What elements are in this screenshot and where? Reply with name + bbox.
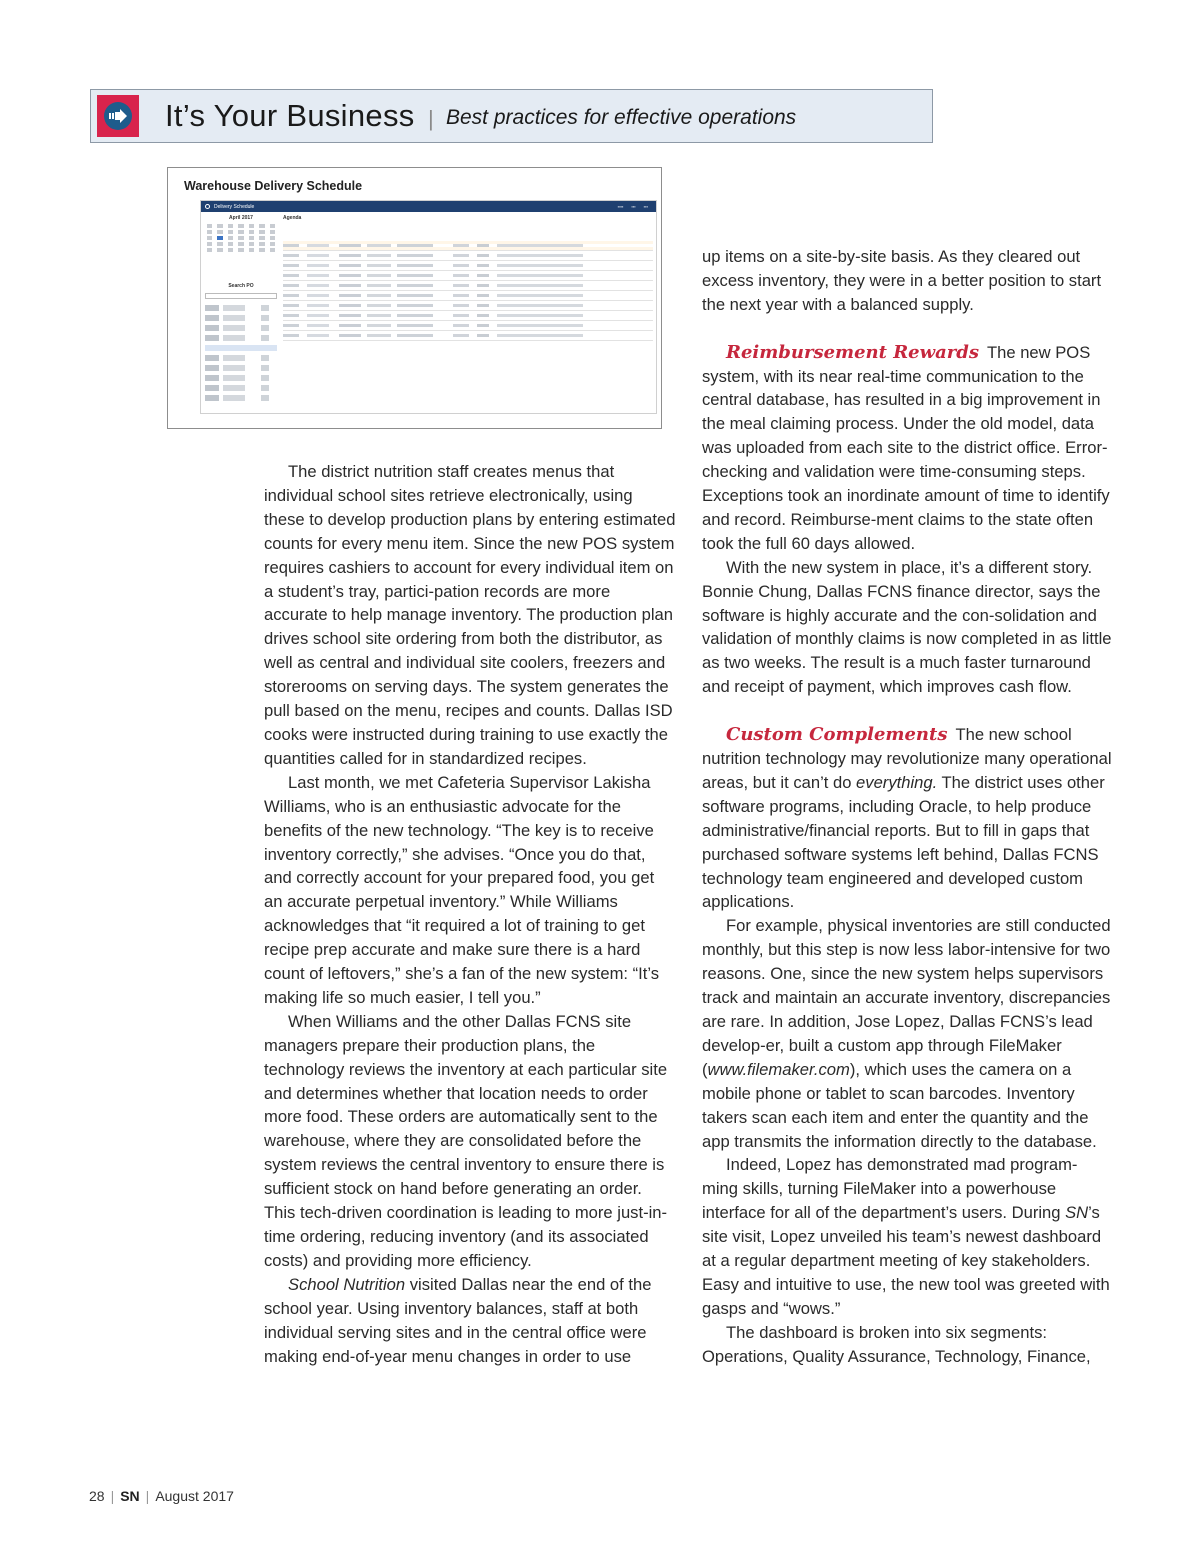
agenda-panel	[283, 215, 653, 341]
agenda-table	[283, 241, 653, 341]
page-footer: 28 | SN | August 2017	[89, 1488, 234, 1504]
section-subtitle: Best practices for effective operations	[446, 106, 797, 129]
mini-calendar	[205, 215, 277, 252]
section-title: It’s Your Business	[165, 98, 415, 133]
right-column	[702, 245, 1112, 1369]
subhead-reimbursement: Reimbursement Rewards	[726, 341, 979, 363]
calendar-grid	[205, 224, 277, 252]
toolbar-action: ▪▪▪	[631, 204, 636, 209]
paragraph	[702, 1153, 1112, 1320]
publication-name: School Nutrition	[288, 1274, 406, 1294]
page-number: 28	[89, 1488, 105, 1504]
section-banner	[90, 89, 933, 143]
left-column	[264, 460, 676, 1368]
arrow-icon	[97, 95, 139, 137]
publication-name: SN	[1065, 1203, 1089, 1223]
toolbar-action: ▪▪▪▪	[617, 204, 624, 209]
publication-name: SN	[120, 1488, 140, 1504]
figure-title: Warehouse Delivery Schedule	[184, 179, 363, 193]
app-titlebar	[201, 201, 656, 212]
issue-date: August 2017	[155, 1488, 234, 1504]
search-po-input	[205, 293, 277, 299]
paragraph-text: ’s site visit, Lopez unveiled his team’s newest dashboard at a regular department meeting of key stakeholders. Easy and intuitive to use, the new tool was greeted with gasps and “wows.”	[702, 1203, 1110, 1318]
paragraph-text: The new POS system, with its near real-time communication to the central database, has resulted in a big improvement in the meal claiming process. Under the old model, data was uploaded from each site to the district office. Error-checking and validation were time-consuming steps. Exceptions took an inordinate amount of time to identify and record. Reimburse-ment claims to the state often took the full 60 days allowed.	[702, 342, 1110, 553]
paragraph: The district nutrition staff creates menus that individual school sites retrieve electronically, using these to develop production plans by entering estimated counts for every menu item. Since the new POS system requires cashiers to account for every individual item on a student’s tray, partici-pation records are more accurate to help manage inventory. The production plan drives school site ordering from both the distributor, as well as central and individual site coolers, freezers and storerooms on serving days. The system generates the pull based on the menu, recipes and counts. Dallas ISD cooks were instructed during training to use exactly the quantities called for in standardized recipes.	[264, 462, 676, 768]
paragraph-text: ), which uses the camera on a mobile phone or tablet to scan barcodes. Inventory takers scan each item and enter the quantity and the app transmits the information directly to the database.	[702, 1059, 1097, 1151]
paragraph-text: The new school nutrition technology may revolutionize many operational areas, but it can’t do	[702, 725, 1112, 792]
subhead-custom: Custom Complements	[726, 724, 948, 746]
delivery-schedule-screenshot	[200, 200, 657, 414]
emphasis: everything.	[856, 772, 938, 792]
toolbar-action: ▪▪▪	[643, 204, 648, 209]
website-link: www.filemaker.com	[707, 1059, 850, 1079]
paragraph	[702, 723, 1112, 914]
warehouse-schedule-figure	[167, 167, 662, 429]
paragraph-text: For example, physical inventories are still conducted monthly, but this step is now less labor-intensive for two reasons. One, since the new system helps supervisors track and maintain an accurate inventory, discrepancies are rare. In addition, Jose Lopez, Dallas FCNS’s lead develop-er, built a custom app through FileMaker (	[702, 916, 1111, 1079]
calendar-month: April 2017	[229, 215, 253, 221]
paragraph-text: The district uses other software programs, including Oracle, to help produce administrative/financial reports. But to fill in gaps that purchased software systems left behind, Dallas FCNS technology team engineered and developed custom applications.	[702, 772, 1105, 912]
app-logo-icon	[205, 204, 210, 209]
paragraph: When Williams and the other Dallas FCNS site managers prepare their production plans, the technology reviews the inventory at each particular site and determines whether that location needs to order more food. These orders are automatically sent to the warehouse, where they are consolidated before the system reviews the central inventory to ensure there is sufficient stock on hand before generating an order. This tech-driven coordination is leading to more just-in-time ordering, reducing inventory (and its associated costs) and providing more efficiency.	[264, 1011, 668, 1270]
agenda-label: Agenda	[283, 215, 302, 221]
paragraph-text: Indeed, Lopez has demonstrated mad program-ming skills, turning FileMaker into a powerhouse interface for all of the department’s users. During	[702, 1155, 1078, 1223]
po-list	[205, 305, 277, 405]
app-title: Delivery Schedule	[214, 203, 255, 210]
paragraph	[702, 341, 1112, 556]
paragraph: With the new system in place, it’s a different story. Bonnie Chung, Dallas FCNS finance director, says the software is highly accurate and the con-solidation and validation of monthly claims is now completed in as little as two weeks. The result is a much faster turnaround and receipt of payment, which improves cash flow.	[702, 557, 1112, 697]
paragraph	[702, 914, 1112, 1153]
paragraph: up items on a site-by-site basis. As they cleared out excess inventory, they were in a better position to start the next year with a balanced supply.	[702, 247, 1102, 314]
paragraph-text: visited Dallas near the end of the school year. Using inventory balances, staff at both individual serving sites and in the central office were making end-of-year menu changes in order to use	[264, 1274, 652, 1366]
paragraph: The dashboard is broken into six segments: Operations, Quality Assurance, Technology, Finance,	[702, 1322, 1091, 1366]
paragraph: Last month, we met Cafeteria Supervisor Lakisha Williams, who is an enthusiastic advocate for the benefits of the new technology. “The key is to receive inventory correctly,” she advises. “Once you do that, and correctly account for your prepared food, you get an accurate perpetual inventory.” While Williams acknowledges that “it required a lot of training to get recipe prep accurate and make sure there is a hard count of leftovers,” she’s a fan of the new system: “It’s making life so much easier, I tell you.”	[264, 772, 660, 1007]
search-po-label: Search PO	[228, 283, 254, 289]
title-separator: |	[428, 106, 434, 131]
paragraph	[264, 1273, 676, 1369]
